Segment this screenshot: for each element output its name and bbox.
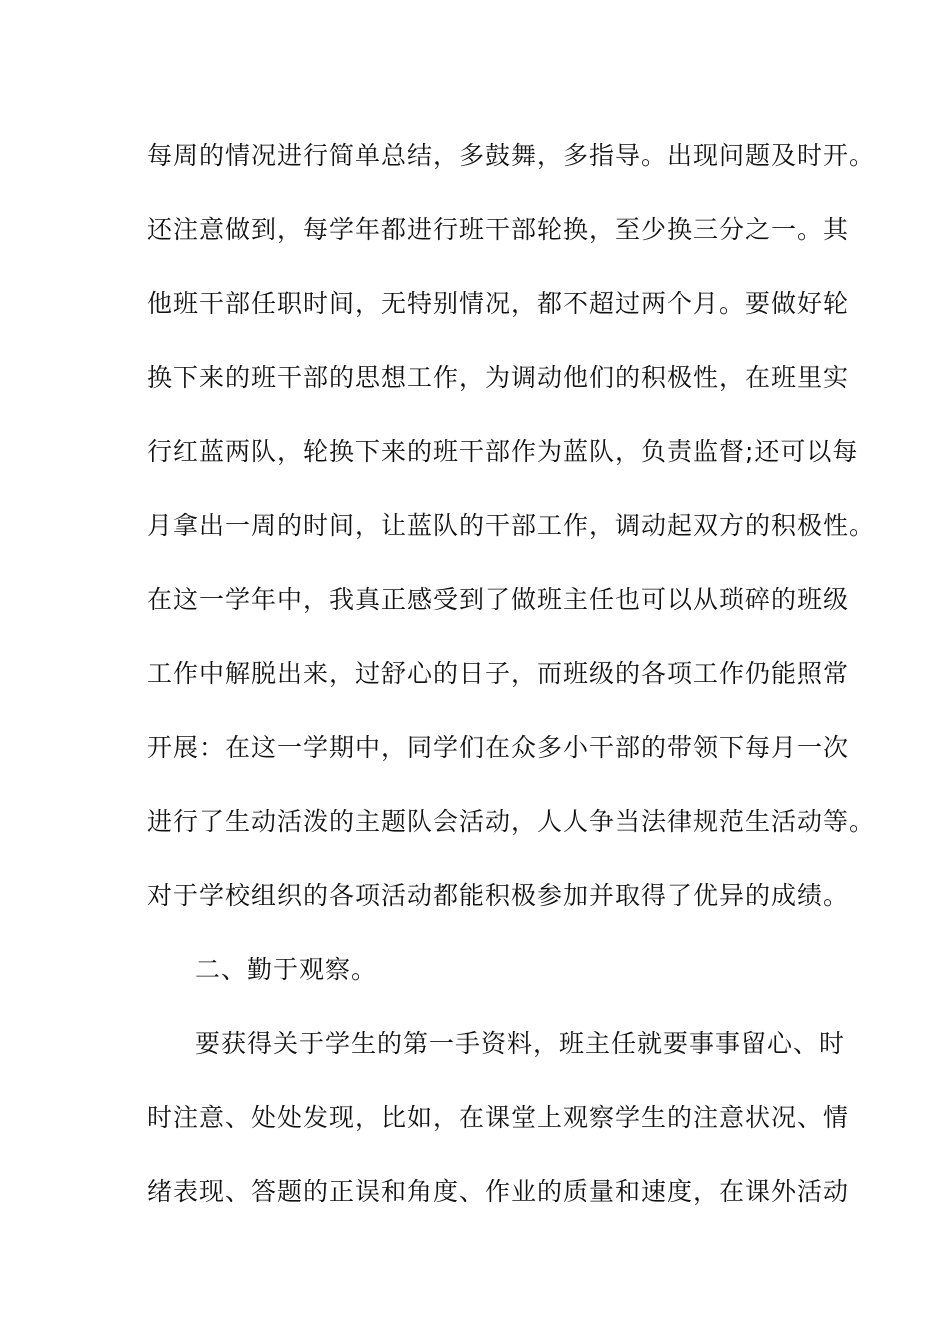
paragraph-line: 换下来的班干部的思想工作，为调动他们的积极性，在班里实 <box>147 363 850 392</box>
paragraph-line: 每周的情况进行简单总结，多鼓舞，多指导。出现问题及时开。 <box>147 141 876 170</box>
paragraph-line: 在这一学年中，我真正感受到了做班主任也可以从琐碎的班级 <box>147 585 850 614</box>
paragraph-line: 时注意、处处发现，比如，在课堂上观察学生的注意状况、情 <box>147 1103 850 1132</box>
paragraph-line: 他班干部任职时间，无特别情况，都不超过两个月。要做好轮 <box>147 289 850 318</box>
paragraph-line: 还注意做到，每学年都进行班干部轮换，至少换三分之一。其 <box>147 215 850 244</box>
paragraph-line: 进行了生动活泼的主题队会活动，人人争当法律规范生活动等。 <box>147 807 876 836</box>
paragraph-line: 绪表现、答题的正误和角度、作业的质量和速度，在课外活动 <box>147 1177 850 1206</box>
paragraph-line: 开展：在这一学期中，同学们在众多小干部的带领下每月一次 <box>147 733 850 762</box>
paragraph-line: 要获得关于学生的第一手资料，班主任就要事事留心、时 <box>195 1029 846 1058</box>
paragraph-line: 工作中解脱出来，过舒心的日子，而班级的各项工作仍能照常 <box>147 659 850 688</box>
paragraph-line: 对于学校组织的各项活动都能积极参加并取得了优异的成绩。 <box>147 881 850 910</box>
paragraph-line: 月拿出一周的时间，让蓝队的干部工作，调动起双方的积极性。 <box>147 511 876 540</box>
section-heading: 二、勤于观察。 <box>195 955 378 984</box>
paragraph-line: 行红蓝两队，轮换下来的班干部作为蓝队，负责监督;还可以每 <box>147 437 859 466</box>
